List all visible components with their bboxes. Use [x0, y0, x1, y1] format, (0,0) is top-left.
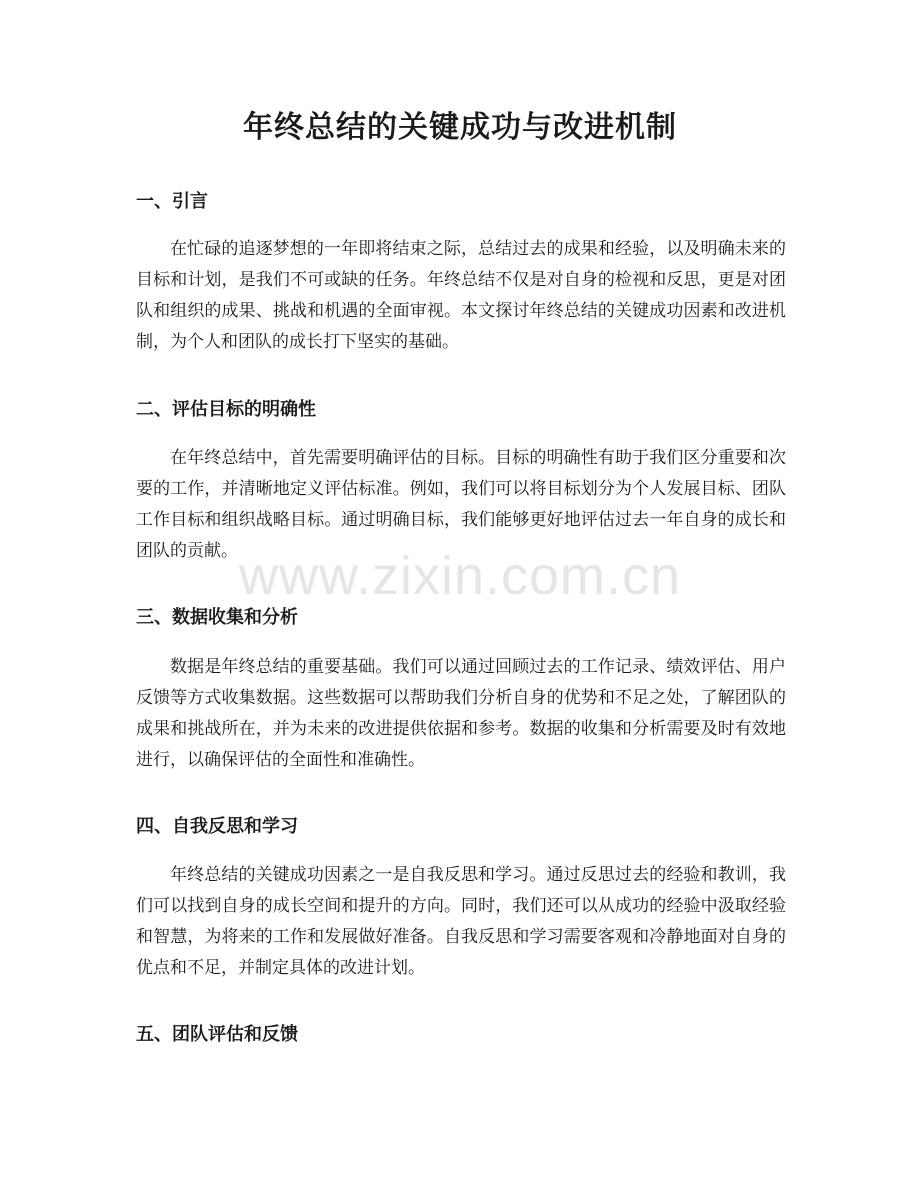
section-paragraph-reflection: 年终总结的关键成功因素之一是自我反思和学习。通过反思过去的经验和教训，我们可以找到自身的成长空间和提升的方向。同时，我们还可以从成功的经验中汲取经验和智慧，为将来的工作和发展做好准备。自我反思和学习需要客观和冷静地面对自身的优点和不足，并制定具体的改进计划。	[136, 865, 786, 978]
section-paragraph-data: 数据是年终总结的重要基础。我们可以通过回顾过去的工作记录、绩效评估、用户反馈等方式收集数据。这些数据可以帮助我们分析自身的优势和不足之处，了解团队的成果和挑战所在，并为未来的改进提供依据和参考。数据的收集和分析需要及时有效地进行，以确保评估的全面性和准确性。	[136, 657, 786, 770]
section-heading-goals: 二、评估目标的明确性	[136, 399, 316, 420]
section-paragraph-intro: 在忙碌的追逐梦想的一年即将结束之际，总结过去的成果和经验，以及明确未来的目标和计划，是我们不可或缺的任务。年终总结不仅是对自身的检视和反思，更是对团队和组织的成果、挑战和机遇的全面审视。本文探讨年终总结的关键成功因素和改进机制，为个人和团队的成长打下坚实的基础。	[136, 239, 786, 352]
section-heading-data: 三、数据收集和分析	[136, 607, 298, 628]
section-heading-intro: 一、引言	[136, 191, 208, 212]
section-heading-reflection: 四、自我反思和学习	[136, 816, 298, 837]
document-title: 年终总结的关键成功与改进机制	[243, 110, 677, 145]
section-heading-team: 五、团队评估和反馈	[136, 1024, 298, 1045]
watermark-text: www.zixin.com.cn	[238, 546, 682, 606]
section-paragraph-goals: 在年终总结中，首先需要明确评估的目标。目标的明确性有助于我们区分重要和次要的工作，并清晰地定义评估标准。例如，我们可以将目标划分为个人发展目标、团队工作目标和组织战略目标。通过明确目标，我们能够更好地评估过去一年自身的成长和团队的贡献。	[136, 448, 786, 561]
